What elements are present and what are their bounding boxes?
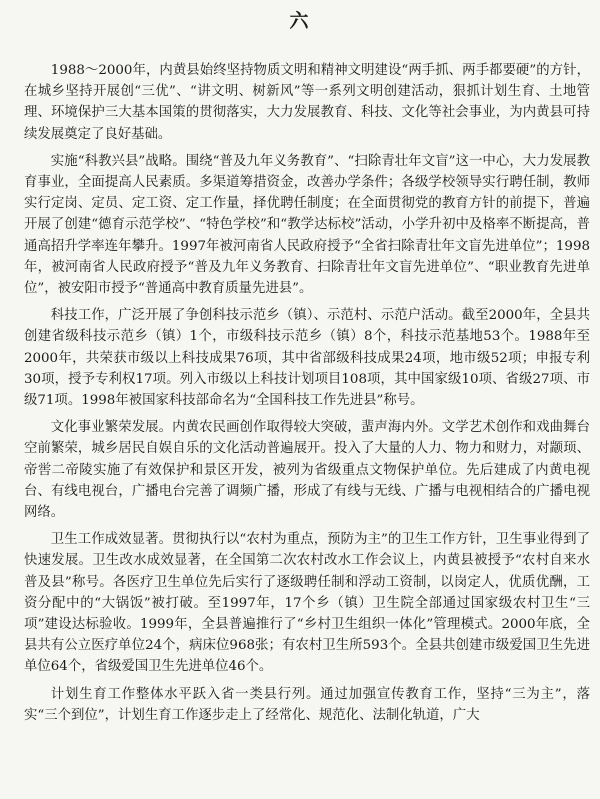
paragraph-family-planning: 计划生育工作整体水平跃入省一类县行列。通过加强宣传教育工作，坚持“三为主”，落实“三个到位”，计划生育工作逐步走上了经常化、规范化、法制化轨道，广大 xyxy=(24,686,590,723)
paragraph-culture: 文化事业繁荣发展。内黄农民画创作取得较大突破，蜚声海内外。文学艺术创作和戏曲舞台空前繁荣，城乡居民自娱自乐的文化活动普遍展开。投入了大量的人力、物力和财力，对颛顼、帝喾二帝陵实施了有效保护和景区开发，被列为省级重点文物保护单位。先后建成了内黄电视台、有线电视台，广播电台完善了调频广播，形成了有线与无线、广播与电视相结合的广播电视网络。 xyxy=(24,420,590,521)
paragraph-health: 卫生工作成效显著。贯彻执行以“农村为重点，预防为主”的卫生工作方针，卫生事业得到了快速发展。卫生改水成效显著，在全国第二次农村改水工作会议上，内黄县被授予“农村自来水普及县”称号。各医疗卫生单位先后实行了逐级聘任制和浮动工资制，以岗定人，优质优酬，工资分配中的“大锅饭”被打破。至1997年，17个乡（镇）卫生院全部通过国家级农村卫生“三项”建设达标验收。1999年，全县普遍推行了“乡村卫生组织一体化”管理模式。2000年底，全县共有公立医疗单位24个，病床位968张；有农村卫生所593个。全县共创建市级爱国卫生先进单位64个，省级爱国卫生先进单位46个。 xyxy=(24,532,590,675)
paragraph-education: 实施“科教兴县”战略。围绕“普及九年义务教育”、“扫除青壮年文盲”这一中心，大力发展教育事业，全面提高人民素质。多渠道筹措资金，改善办学条件；各级学校领导实行聘任制，教师实行定岗、定员、定工资、定工作量，择优聘任制度；在全面贯彻党的教育方针的前提下，普遍开展了创建“德育示范学校”、“特色学校”和“教学达标校”活动，小学升初中及格率不断提高，普通高招升学率连年攀升。1997年被河南省人民政府授予“全省扫除青壮年文盲先进单位”；1998年，被河南省人民政府授予“普及九年义务教育、扫除青壮年文盲先进单位”、“职业教育先进单位”，被安阳市授予“普通高中教育质量先进县”。 xyxy=(24,153,590,297)
paragraph-overview: 1988～2000年，内黄县始终坚持物质文明和精神文明建设“两手抓、两手都要硬”的方针，在城乡坚持开展创“三优”、“讲文明、树新风”等一系列文明创建活动，狠抓计划生育、土地管理、环境保护三大基本国策的贯彻落实，大力发展教育、科技、文化等社会事业，为内黄县可持续发展奠定了良好基础。 xyxy=(24,63,590,142)
chapter-title: 六 xyxy=(289,10,311,32)
paragraph-technology: 科技工作，广泛开展了争创科技示范乡（镇）、示范村、示范户活动。截至2000年，全县共创建省级科技示范乡（镇）1个，市级科技示范乡（镇）8个，科技示范基地53个。1988年至2000年，共荣获市级以上科技成果76项，其中省部级科技成果24项，地市级52项；申报专利30项，授予专利权17项。列入市级以上科技计划项目108项，其中国家级10项、省级27项、市级71项。1998年被国家科技部命名为“全国科技工作先进县”称号。 xyxy=(24,308,590,409)
body-text xyxy=(24,60,590,796)
